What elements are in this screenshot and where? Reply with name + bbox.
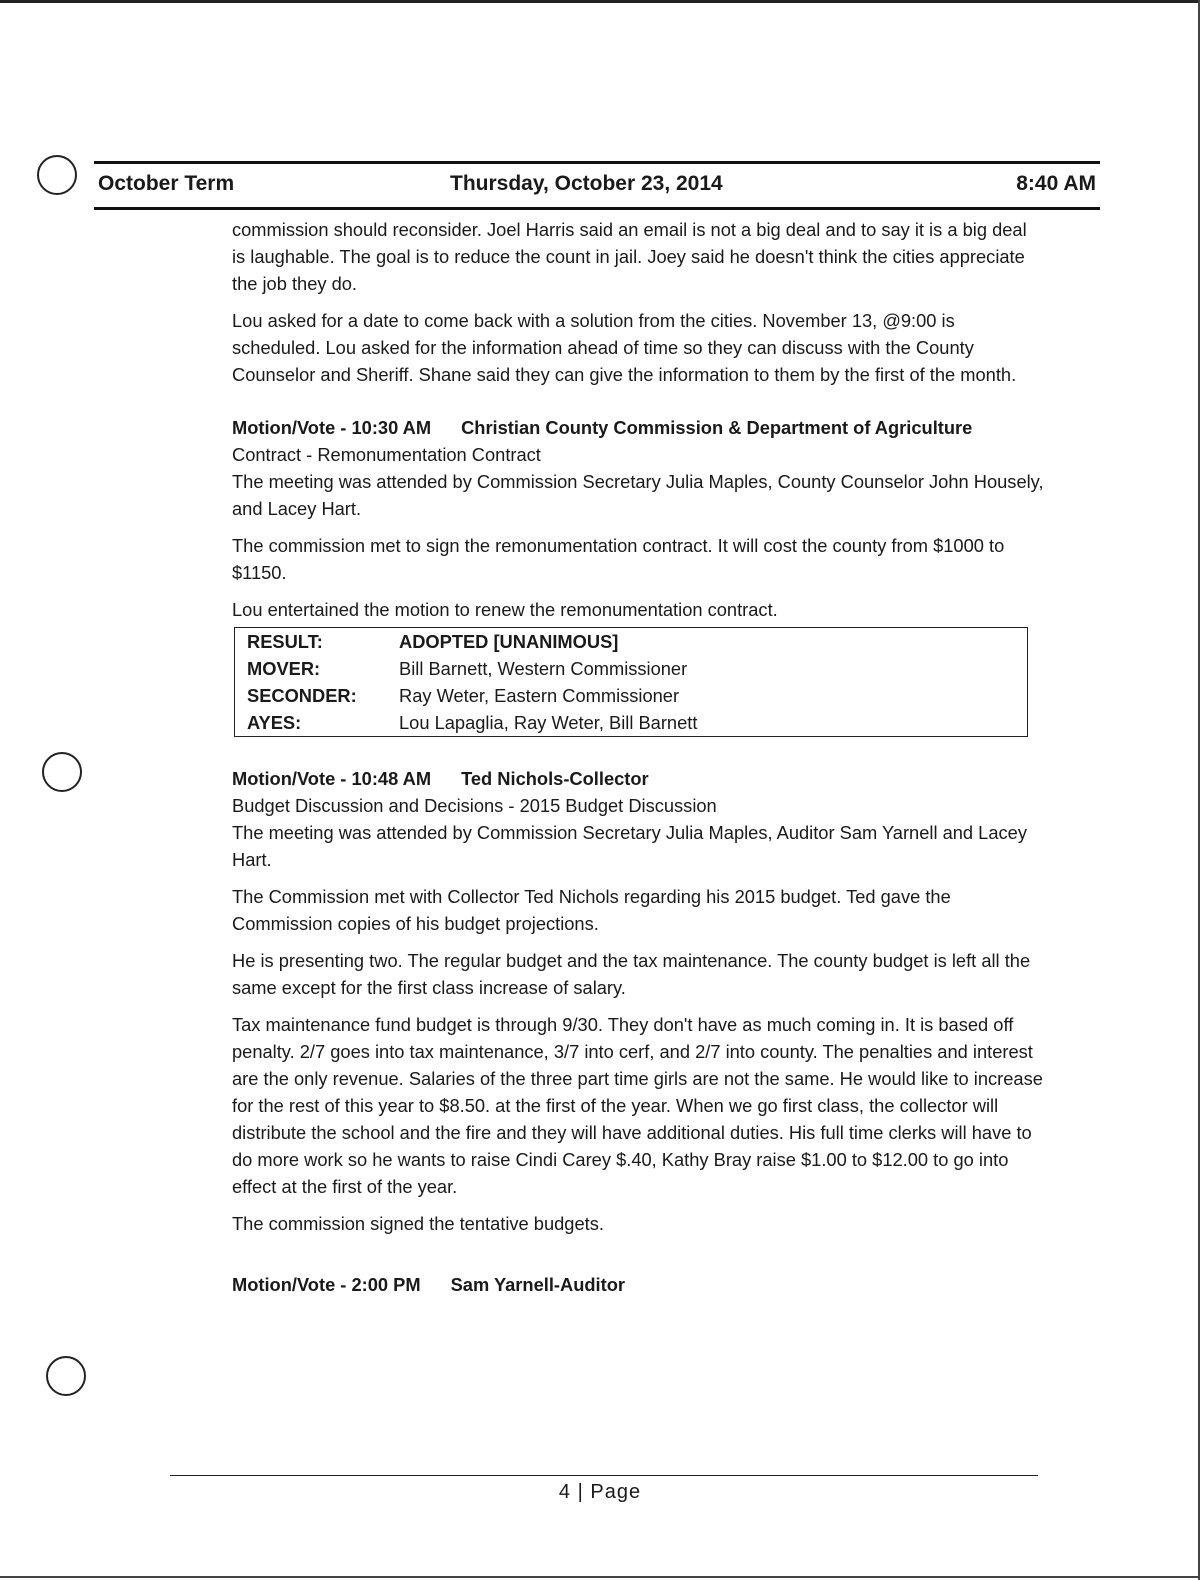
result-value: ADOPTED [UNANIMOUS] (399, 631, 619, 652)
header-rule-top (94, 161, 1100, 164)
section-time: Motion/Vote - 2:00 PM (232, 1274, 421, 1295)
table-row (235, 709, 1028, 737)
seconder-label: SECONDER: (247, 685, 357, 706)
mover-value: Bill Barnett, Western Commissioner (399, 658, 688, 679)
section-heading (232, 765, 1044, 792)
minutes-body (232, 216, 1044, 1298)
paragraph: Tax maintenance fund budget is through 9/30. They don't have as much coming in. It is based off penalty. 2/7 goes into tax maintenance, 3/7 into cerf, and 2/7 into county. The penalties and interest are the only revenue. Salaries of the three part time girls are not the same. He would like to increase for the rest of this year to $8.50. at the first of the year. When we go first class, the collector will distribute the school and the fire and they will have additional duties. His full time clerks will have to do more work so he wants to raise Cindi Carey $.40, Kathy Bray raise $1.00 to $12.00 to go into effect at the first of the year. (232, 1014, 1043, 1197)
section-heading (232, 1271, 1044, 1298)
paragraph: Lou asked for a date to come back with a solution from the cities. November 13, @9:00 is scheduled. Lou asked for the information ahead of time so they can discuss with the County Counselor and Sheriff. Shane said they can give the information to them by the first of the month. (232, 310, 1017, 385)
page-border-top (0, 0, 1200, 3)
mover-label: MOVER: (247, 658, 321, 679)
section-time: Motion/Vote - 10:48 AM (232, 768, 432, 789)
table-row (235, 655, 1028, 682)
paragraph: The commission met to sign the remonumentation contract. It will cost the county from $1000 to $1150. (232, 535, 1005, 583)
result-label: RESULT: (247, 631, 323, 652)
attendance-paragraph: The meeting was attended by Commission Secretary Julia Maples, Auditor Sam Yarnell and Lacey Hart. (232, 822, 1027, 870)
footer-rule (170, 1475, 1038, 1476)
table-row (235, 628, 1028, 656)
paragraph: commission should reconsider. Joel Harris said an email is not a big deal and to say it is a big deal is laughable. The goal is to reduce the count in jail. Joey said he doesn't think the cities appreciate the job they do. (232, 219, 1027, 294)
section-title: Christian County Commission & Department of Agriculture (461, 417, 973, 438)
section-subtitle: Budget Discussion and Decisions - 2015 Budget Discussion (232, 795, 717, 816)
page-header (98, 168, 1096, 204)
paragraph: He is presenting two. The regular budget and the tax maintenance. The county budget is left all the same except for the first class increase of salary. (232, 950, 1031, 998)
punch-hole-icon (46, 1356, 86, 1396)
page-border-bottom (0, 1576, 1200, 1578)
attendance-paragraph: The meeting was attended by Commission Secretary Julia Maples, County Counselor John Housely, and Lacey Hart. (232, 471, 1044, 519)
section-title: Sam Yarnell-Auditor (450, 1274, 625, 1295)
paragraph: Lou entertained the motion to renew the remonumentation contract. (232, 599, 778, 620)
vote-result-table (234, 627, 1028, 737)
section-heading (232, 414, 1044, 441)
header-time: 8:40 AM (1016, 172, 1096, 195)
ayes-label: AYES: (247, 712, 302, 733)
paragraph: The Commission met with Collector Ted Nichols regarding his 2015 budget. Ted gave the Commission copies of his budget projections. (232, 886, 951, 934)
header-date: Thursday, October 23, 2014 (450, 172, 723, 195)
paragraph: The commission signed the tentative budgets. (232, 1213, 604, 1234)
seconder-value: Ray Weter, Eastern Commissioner (399, 685, 680, 706)
punch-hole-icon (42, 752, 82, 792)
section-subtitle: Contract - Remonumentation Contract (232, 444, 541, 465)
table-row (235, 682, 1028, 709)
section-title: Ted Nichols-Collector (461, 768, 649, 789)
header-rule-bottom (94, 207, 1100, 210)
ayes-value: Lou Lapaglia, Ray Weter, Bill Barnett (399, 712, 698, 733)
section-time: Motion/Vote - 10:30 AM (232, 417, 432, 438)
header-term: October Term (98, 172, 235, 195)
punch-hole-icon (37, 155, 77, 195)
page-number: 4 | Page (558, 1481, 642, 1503)
